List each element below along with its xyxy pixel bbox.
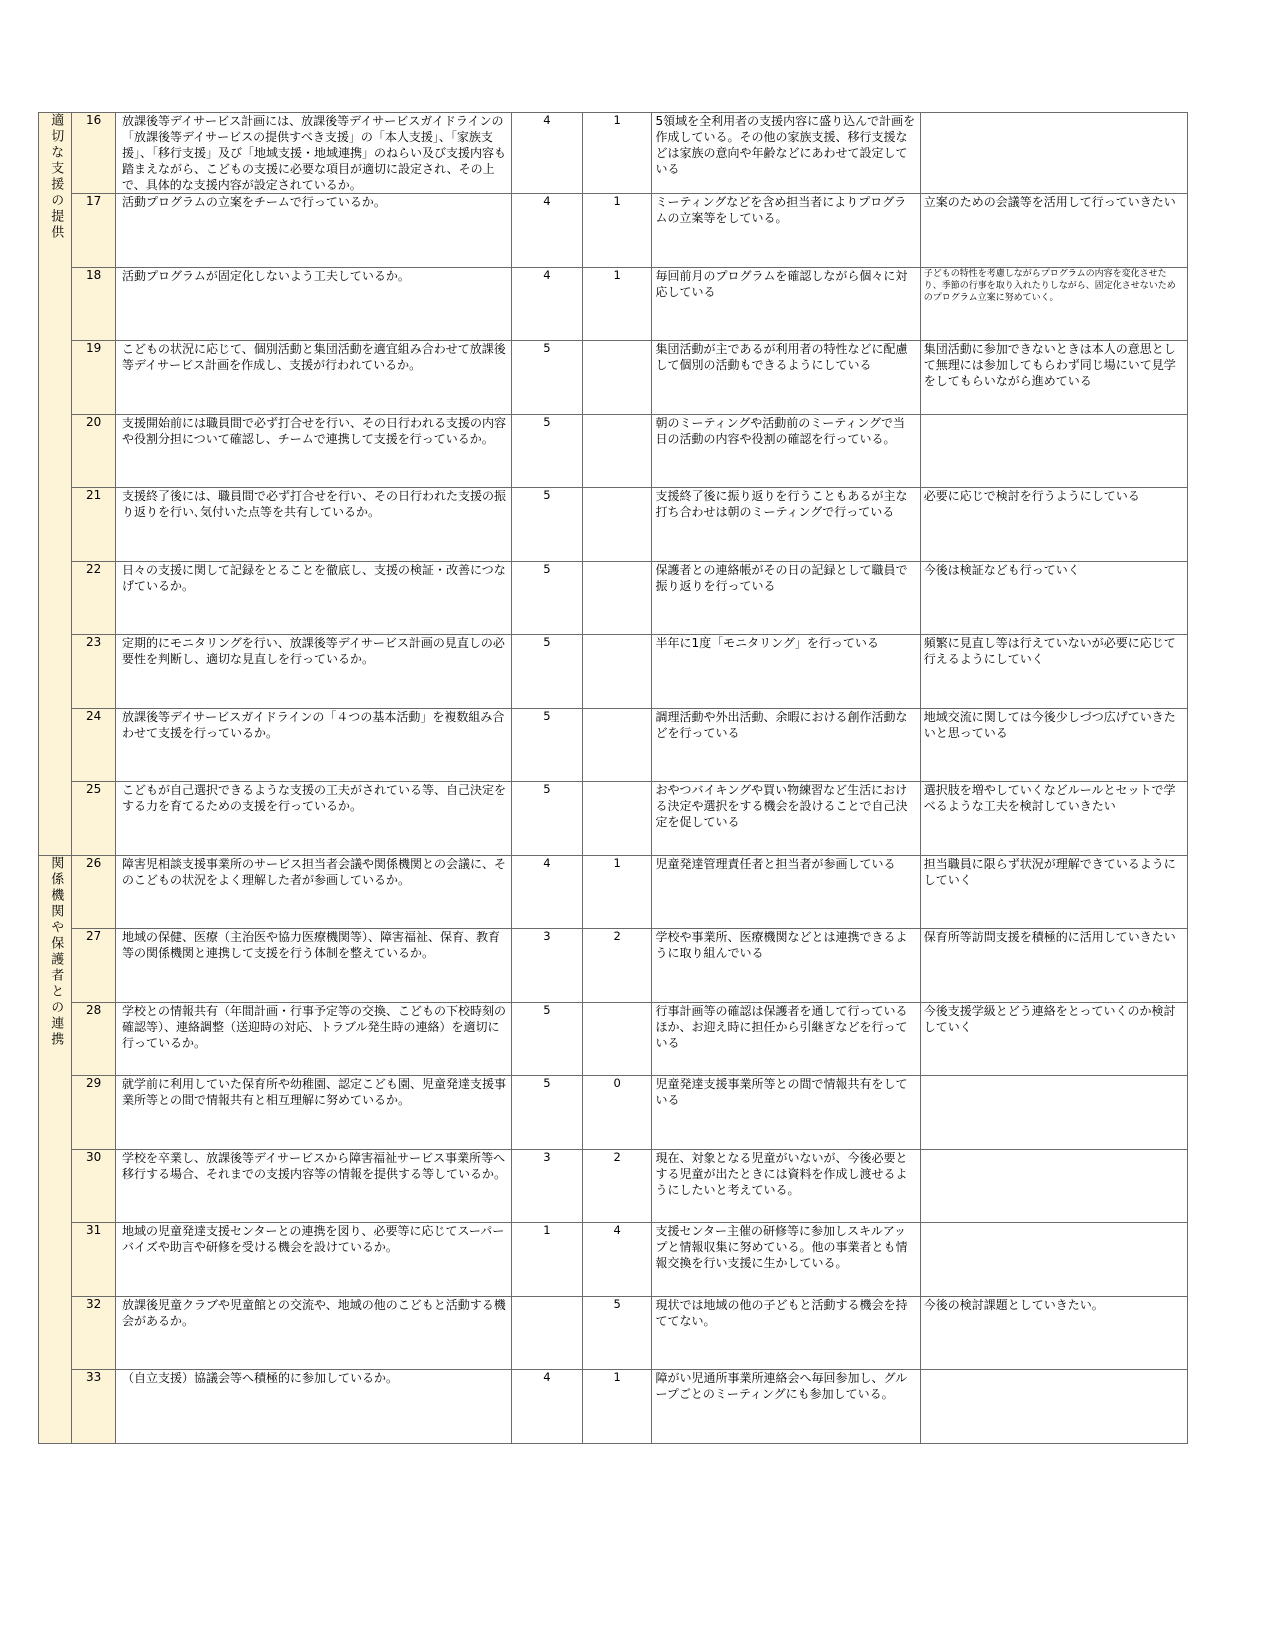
improvement-text-cell xyxy=(920,267,1187,341)
item-number-cell xyxy=(72,341,116,415)
item-number-cell xyxy=(72,708,116,782)
no-count-cell xyxy=(582,929,652,1003)
improvement-text: 地域交流に関しては今後少しづつ広げていきたいと思っている xyxy=(923,709,1176,740)
no-count-cell xyxy=(582,1370,652,1444)
yes-count: 4 xyxy=(543,267,551,282)
table-row xyxy=(39,341,1188,415)
yes-count-cell xyxy=(512,488,583,562)
improvement-text-cell xyxy=(920,113,1187,194)
item-number: 33 xyxy=(85,1370,102,1384)
status-text-cell xyxy=(652,267,920,341)
item-number: 29 xyxy=(85,1076,102,1090)
table-row xyxy=(39,1149,1188,1223)
status-text: 毎回前月のプログラムを確認しながら個々に対応している xyxy=(655,268,908,299)
question-text-cell xyxy=(115,488,511,562)
status-text: 支援センター主催の研修等に参加しスキルアップと情報収集に努めている。他の事業者とも情報交換を行い支援に生かしている。 xyxy=(655,1224,908,1270)
status-text-cell xyxy=(652,1370,920,1444)
question-text: 活動プログラムが固定化しないよう工夫しているか。 xyxy=(121,268,410,283)
item-number-cell xyxy=(72,113,116,194)
item-number-cell xyxy=(72,782,116,856)
item-number: 22 xyxy=(85,561,102,576)
improvement-text-cell xyxy=(920,782,1187,856)
table-row xyxy=(39,708,1188,782)
status-text-cell xyxy=(652,1002,920,1076)
yes-count-cell xyxy=(512,1149,583,1223)
improvement-text-cell xyxy=(920,635,1187,709)
item-number: 23 xyxy=(85,635,102,649)
no-count-cell xyxy=(582,267,652,341)
status-text-cell xyxy=(652,855,920,929)
question-text-cell xyxy=(115,341,511,415)
no-count-cell xyxy=(582,113,652,194)
improvement-text: 選択肢を増やしていくなどルールとセットで学べるような工夫を検討していきたい xyxy=(923,783,1176,813)
no-count-cell xyxy=(582,1296,652,1370)
yes-count: 5 xyxy=(543,414,551,429)
question-text-cell xyxy=(115,267,511,341)
no-count: 1 xyxy=(613,194,621,208)
no-count: 1 xyxy=(613,267,621,282)
status-text-cell xyxy=(652,414,920,488)
no-count: 1 xyxy=(613,113,621,127)
status-text-cell xyxy=(652,635,920,709)
question-text: 定期的にモニタリングを行い、放課後等デイサービス計画の見直しの必要性を判断し、適切な見直しを行っているか。 xyxy=(121,636,505,666)
item-number: 24 xyxy=(85,708,102,723)
status-text-cell xyxy=(652,561,920,635)
table-row xyxy=(39,267,1188,341)
item-number-cell xyxy=(72,267,116,341)
no-count-cell xyxy=(582,1149,652,1223)
question-text-cell xyxy=(115,194,511,268)
table-row xyxy=(39,635,1188,709)
status-text: 5領域を全利用者の支援内容に盛り込んで計画を作成している。その他の家族支援、移行支援などは家族の意向や年齢などにあわせて設定している xyxy=(655,114,916,176)
improvement-text-cell xyxy=(920,708,1187,782)
question-text: こどもが自己選択できるような支援の工夫がされている等、自己決定をする力を育てるための支援を行っているか。 xyxy=(121,783,506,813)
status-text: ミーティングなどを含め担当者によりプログラムの立案等をしている。 xyxy=(655,195,907,225)
yes-count: 3 xyxy=(543,1149,551,1164)
status-text-cell xyxy=(652,488,920,562)
question-text-cell xyxy=(115,782,511,856)
table-row xyxy=(39,414,1188,488)
yes-count: 3 xyxy=(543,929,551,943)
item-number: 17 xyxy=(85,194,102,208)
yes-count-cell xyxy=(512,113,583,194)
yes-count: 5 xyxy=(543,635,551,649)
yes-count-cell xyxy=(512,782,583,856)
item-number: 30 xyxy=(85,1149,102,1164)
status-text: 集団活動が主であるが利用者の特性などに配慮して個別の活動もできるようにしている xyxy=(655,342,908,372)
question-text: 地域の児童発達支援センターとの連携を図り、必要等に応じてスーパーバイズや助言や研修を受ける機会を設けているか。 xyxy=(121,1224,505,1254)
no-count-cell xyxy=(582,194,652,268)
improvement-text: 今後支援学級とどう連絡をとっていくのか検討していく xyxy=(923,1003,1176,1034)
question-text-cell xyxy=(115,1149,511,1223)
improvement-text: 今後は検証なども行っていく xyxy=(923,562,1080,577)
status-text-cell xyxy=(652,929,920,1003)
table-row xyxy=(39,488,1188,562)
table-row xyxy=(39,113,1188,194)
category-cell xyxy=(39,113,72,856)
item-number-cell xyxy=(72,488,116,562)
item-number-cell xyxy=(72,1002,116,1076)
improvement-text: 頻繁に見直し等は行えていないが必要に応じて行えるようにしていく xyxy=(923,636,1176,666)
table-row xyxy=(39,1002,1188,1076)
no-count: 4 xyxy=(613,1223,621,1237)
question-text-cell xyxy=(115,414,511,488)
table-row xyxy=(39,1076,1188,1150)
status-text-cell xyxy=(652,194,920,268)
improvement-text-cell xyxy=(920,488,1187,562)
question-text: 日々の支援に関して記録をとることを徹底し、支援の検証・改善につなげているか。 xyxy=(121,562,506,593)
improvement-text-cell xyxy=(920,929,1187,1003)
yes-count-cell xyxy=(512,1296,583,1370)
status-text-cell xyxy=(652,1149,920,1223)
evaluation-table xyxy=(38,112,1188,1444)
table-row xyxy=(39,1370,1188,1444)
improvement-text-cell xyxy=(920,194,1187,268)
no-count-cell xyxy=(582,488,652,562)
status-text: 児童発達支援事業所等との間で情報共有をしている xyxy=(655,1077,908,1107)
yes-count: 5 xyxy=(543,782,551,796)
yes-count: 5 xyxy=(543,561,551,576)
no-count-cell xyxy=(582,708,652,782)
question-text: 学校を卒業し、放課後等デイサービスから障害福祉サービス事業所等へ移行する場合、それまでの支援内容等の情報を提供する等しているか。 xyxy=(121,1150,506,1181)
status-text: 保護者との連絡帳がその日の記録として職員で振り返りを行っている xyxy=(655,562,908,593)
status-text: 現在、対象となる児童がいないが、今後必要とする児童が出たときには資料を作成し渡せるようにしたいと考えている。 xyxy=(655,1150,908,1197)
table-row xyxy=(39,929,1188,1003)
item-number: 16 xyxy=(85,113,102,127)
status-text: 半年に1度「モニタリング」を行っている xyxy=(655,636,879,650)
no-count-cell xyxy=(582,635,652,709)
question-text: 放課後等デイサービスガイドラインの「４つの基本活動」を複数組み合わせて支援を行っているか。 xyxy=(121,709,505,740)
no-count-cell xyxy=(582,561,652,635)
question-text-cell xyxy=(115,855,511,929)
yes-count-cell xyxy=(512,267,583,341)
question-text-cell xyxy=(115,929,511,1003)
status-text: 児童発達管理責任者と担当者が参画している xyxy=(655,856,896,871)
status-text-cell xyxy=(652,1296,920,1370)
item-number-cell xyxy=(72,414,116,488)
category-label: 関係機関や保護者との連携 xyxy=(48,855,64,1048)
status-text-cell xyxy=(652,341,920,415)
status-text-cell xyxy=(652,708,920,782)
item-number-cell xyxy=(72,929,116,1003)
item-number-cell xyxy=(72,1296,116,1370)
yes-count-cell xyxy=(512,1370,583,1444)
item-number: 26 xyxy=(85,855,102,870)
question-text-cell xyxy=(115,1002,511,1076)
table-row xyxy=(39,782,1188,856)
item-number: 27 xyxy=(85,929,102,943)
improvement-text-cell xyxy=(920,1076,1187,1150)
no-count: 1 xyxy=(613,1370,621,1384)
status-text-cell xyxy=(652,1076,920,1150)
yes-count-cell xyxy=(512,194,583,268)
question-text: （自立支援）協議会等へ積極的に参加しているか。 xyxy=(121,1371,398,1385)
status-text: 現状では地域の他の子どもと活動する機会を持ててない。 xyxy=(655,1297,908,1328)
yes-count-cell xyxy=(512,414,583,488)
improvement-text: 子どもの特性を考慮しながらプログラムの内容を変化させたり、季節の行事を取り入れたりしながら、固定化させないためのプログラム立案に努めていく。 xyxy=(923,268,1176,303)
yes-count: 5 xyxy=(543,1076,551,1090)
question-text: 就学前に利用していた保育所や幼稚園、認定こども園、児童発達支援事業所等との間で情報共有と相互理解に努めているか。 xyxy=(121,1077,506,1107)
improvement-text: 立案のための会議等を活用して行っていきたい xyxy=(923,195,1176,209)
no-count: 5 xyxy=(613,1296,621,1311)
yes-count: 4 xyxy=(543,194,551,208)
improvement-text-cell xyxy=(920,1223,1187,1297)
yes-count: 5 xyxy=(543,708,551,723)
item-number: 20 xyxy=(85,414,102,429)
item-number-cell xyxy=(72,561,116,635)
question-text-cell xyxy=(115,561,511,635)
question-text-cell xyxy=(115,1296,511,1370)
status-text-cell xyxy=(652,1223,920,1297)
status-text: 調理活動や外出活動、余暇における創作活動などを行っている xyxy=(655,709,908,740)
yes-count-cell xyxy=(512,1223,583,1297)
yes-count: 5 xyxy=(543,488,551,502)
question-text-cell xyxy=(115,113,511,194)
no-count-cell xyxy=(582,341,652,415)
improvement-text-cell xyxy=(920,1296,1187,1370)
item-number-cell xyxy=(72,855,116,929)
improvement-text-cell xyxy=(920,341,1187,415)
item-number-cell xyxy=(72,1370,116,1444)
status-text: おやつバイキングや買い物練習など生活における決定や選択をする機会を設けることで自己決定を促している xyxy=(655,783,908,829)
yes-count-cell xyxy=(512,855,583,929)
table-row xyxy=(39,855,1188,929)
no-count: 2 xyxy=(613,929,621,943)
no-count: 2 xyxy=(613,1149,621,1164)
question-text: 放課後等デイサービス計画には、放課後等デイサービスガイドラインの「放課後等デイサービスの提供すべき支援」の「本人支援」、「家族支援」、「移行支援」及び「地域支援・地域連携」のねらい及び支援内容も踏まえながら、こどもの支援に必要な項目が適切に設定され、その上で、具体的な支援内容が設定されているか。 xyxy=(121,114,506,192)
improvement-text-cell xyxy=(920,414,1187,488)
improvement-text: 集団活動に参加できないときは本人の意思として無理には参加してもらわず同じ場にいて見学をしてもらいながら進めている xyxy=(923,342,1176,388)
question-text: 地域の保健、医療（主治医や協力医療機関等）、障害福祉、保育、教育等の関係機関と連携して支援を行う体制を整えているか。 xyxy=(121,930,500,960)
question-text-cell xyxy=(115,1223,511,1297)
improvement-text-cell xyxy=(920,1149,1187,1223)
item-number: 19 xyxy=(85,341,102,355)
yes-count: 4 xyxy=(543,1370,551,1384)
table-row xyxy=(39,1223,1188,1297)
no-count: 1 xyxy=(613,855,621,870)
item-number-cell xyxy=(72,635,116,709)
improvement-text-cell xyxy=(920,855,1187,929)
no-count-cell xyxy=(582,1223,652,1297)
item-number-cell xyxy=(72,1149,116,1223)
question-text-cell xyxy=(115,635,511,709)
improvement-text-cell xyxy=(920,1370,1187,1444)
question-text-cell xyxy=(115,1076,511,1150)
improvement-text: 今後の検討課題としていきたい。 xyxy=(923,1297,1104,1312)
question-text: 支援開始前には職員間で必ず打合せを行い、その日行われる支援の内容や役割分担について確認し、チームで連携して支援を行っているか。 xyxy=(121,415,506,446)
status-text: 支援終了後に振り返りを行うこともあるが主な打ち合わせは朝のミーティングで行っている xyxy=(655,489,908,519)
status-text: 行事計画等の確認は保護者を通して行っているほか、お迎え時に担任から引継ぎなどを行っている xyxy=(655,1003,908,1050)
item-number: 21 xyxy=(85,488,102,502)
question-text: 活動プログラムの立案をチームで行っているか。 xyxy=(121,195,386,209)
question-text: 障害児相談支援事業所のサービス担当者会議や関係機関との会議に、そのこどもの状況をよく理解した者が参画しているか。 xyxy=(121,856,506,887)
yes-count: 4 xyxy=(543,855,551,870)
table-row xyxy=(39,561,1188,635)
no-count-cell xyxy=(582,782,652,856)
question-text: 支援終了後には、職員間で必ず打合せを行い、その日行われた支援の振り返りを行い､気付いた点等を共有しているか。 xyxy=(121,489,506,519)
question-text: 放課後児童クラブや児童館との交流や、地域の他のこどもと活動する機会があるか。 xyxy=(121,1297,506,1328)
no-count: 0 xyxy=(613,1076,621,1090)
yes-count: 4 xyxy=(543,113,551,127)
question-text: 学校との情報共有（年間計画・行事予定等の交換、こどもの下校時刻の確認等）、連絡調整（送迎時の対応、トラブル発生時の連絡）を適切に行っているか。 xyxy=(121,1003,506,1050)
yes-count: 1 xyxy=(543,1223,551,1237)
table-row xyxy=(39,1296,1188,1370)
no-count-cell xyxy=(582,1002,652,1076)
status-text: 朝のミーティングや活動前のミーティングで当日の活動の内容や役割の確認を行っている。 xyxy=(655,415,906,446)
item-number: 18 xyxy=(85,267,102,282)
no-count-cell xyxy=(582,855,652,929)
status-text: 障がい児通所事業所連絡会へ毎回参加し、グループごとのミーティングにも参加している。 xyxy=(655,1371,908,1401)
improvement-text-cell xyxy=(920,561,1187,635)
item-number: 28 xyxy=(85,1002,102,1017)
yes-count-cell xyxy=(512,708,583,782)
improvement-text-cell xyxy=(920,1002,1187,1076)
category-cell xyxy=(39,855,72,1443)
item-number: 25 xyxy=(85,782,102,796)
question-text-cell xyxy=(115,708,511,782)
item-number: 32 xyxy=(85,1296,102,1311)
improvement-text: 保育所等訪問支援を積極的に活用していきたい xyxy=(923,930,1176,944)
yes-count: 5 xyxy=(543,341,551,355)
question-text: こどもの状況に応じて、個別活動と集団活動を適宜組み合わせて放課後等デイサービス計画を作成し、支援が行われているか。 xyxy=(121,342,506,372)
status-text: 学校や事業所、医療機関などとは連携できるように取り組んでいる xyxy=(655,930,908,960)
yes-count-cell xyxy=(512,1002,583,1076)
improvement-text: 必要に応じで検討を行うようにしている xyxy=(923,489,1140,503)
no-count-cell xyxy=(582,1076,652,1150)
yes-count-cell xyxy=(512,1076,583,1150)
yes-count-cell xyxy=(512,561,583,635)
table-row xyxy=(39,194,1188,268)
question-text-cell xyxy=(115,1370,511,1444)
item-number-cell xyxy=(72,194,116,268)
improvement-text: 担当職員に限らず状況が理解できているようにしていく xyxy=(923,856,1176,887)
status-text-cell xyxy=(652,113,920,194)
yes-count-cell xyxy=(512,929,583,1003)
no-count-cell xyxy=(582,414,652,488)
yes-count-cell xyxy=(512,635,583,709)
item-number-cell xyxy=(72,1223,116,1297)
category-label: 適切な支援の提供 xyxy=(48,113,64,241)
status-text-cell xyxy=(652,782,920,856)
yes-count-cell xyxy=(512,341,583,415)
item-number-cell xyxy=(72,1076,116,1150)
item-number: 31 xyxy=(85,1223,102,1237)
yes-count: 5 xyxy=(543,1002,551,1017)
